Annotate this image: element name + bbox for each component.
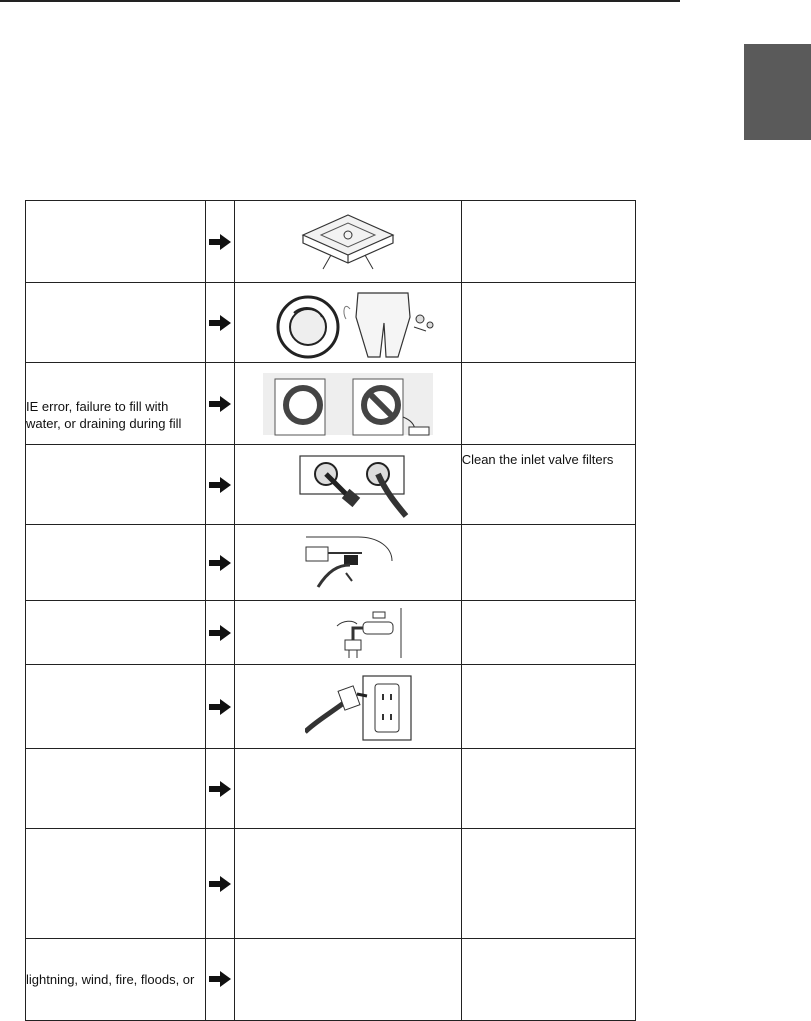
arrow-cell [206,363,235,445]
right-arrow-icon [209,781,231,797]
condition-cell: IE error, failure to fill with water, or draining during fill [26,363,206,445]
right-arrow-icon [209,971,231,987]
action-cell [461,525,635,601]
right-arrow-icon [209,555,231,571]
arrow-cell [206,601,235,665]
arrow-cell [206,283,235,363]
arrow-cell [206,201,235,283]
table-row [26,665,636,749]
table-row [26,363,636,445]
action-cell [461,665,635,749]
action-cell [461,201,635,283]
condition-cell [26,445,206,525]
right-arrow-icon [209,625,231,641]
table-row [26,749,636,829]
action-cell [461,939,635,1021]
illustration-cell [235,939,461,1021]
illustration-cell [235,601,461,665]
chapter-tab [744,44,811,140]
right-arrow-icon [209,315,231,331]
condition-cell [26,283,206,363]
arrow-cell [206,939,235,1021]
right-arrow-icon [209,477,231,493]
illustration-cell [235,665,461,749]
condition-cell [26,525,206,601]
troubleshooting-table [25,200,636,1021]
illustration-cell [235,201,461,283]
arrow-cell [206,665,235,749]
condition-cell [26,749,206,829]
action-cell [461,601,635,665]
drain-pump-filter-icon [298,531,398,595]
right-arrow-icon [209,396,231,412]
condition-cell: lightning, wind, fire, floods, or [26,939,206,1021]
remove-items-from-pockets-icon [258,287,438,359]
arrow-cell [206,749,235,829]
action-cell [461,283,635,363]
table-row [26,829,636,939]
table-row [26,283,636,363]
action-cell [461,829,635,939]
arrow-cell [206,525,235,601]
right-arrow-icon [209,876,231,892]
inlet-valve-filter-icon [278,452,418,518]
arrow-cell [206,829,235,939]
packing-base-icon [293,207,403,277]
action-cell [461,749,635,829]
drain-hose-correct-vs-incorrect-icon [263,369,433,439]
top-rule [0,0,680,2]
right-arrow-icon [209,234,231,250]
action-cell: Clean the inlet valve filters [461,445,635,525]
right-arrow-icon [209,699,231,715]
illustration-cell [235,749,461,829]
table-row [26,201,636,283]
illustration-cell [235,829,461,939]
illustration-cell [235,525,461,601]
illustration-cell [235,283,461,363]
action-cell [461,363,635,445]
condition-cell [26,829,206,939]
illustration-cell [235,445,461,525]
condition-cell [26,665,206,749]
arrow-cell [206,445,235,525]
condition-cell [26,201,206,283]
table-row [26,525,636,601]
table-row [26,445,636,525]
power-outlet-plug-icon [305,672,415,742]
table-row [26,601,636,665]
illustration-cell [235,363,461,445]
table-row [26,939,636,1021]
water-tap-icon [323,606,423,660]
condition-cell [26,601,206,665]
